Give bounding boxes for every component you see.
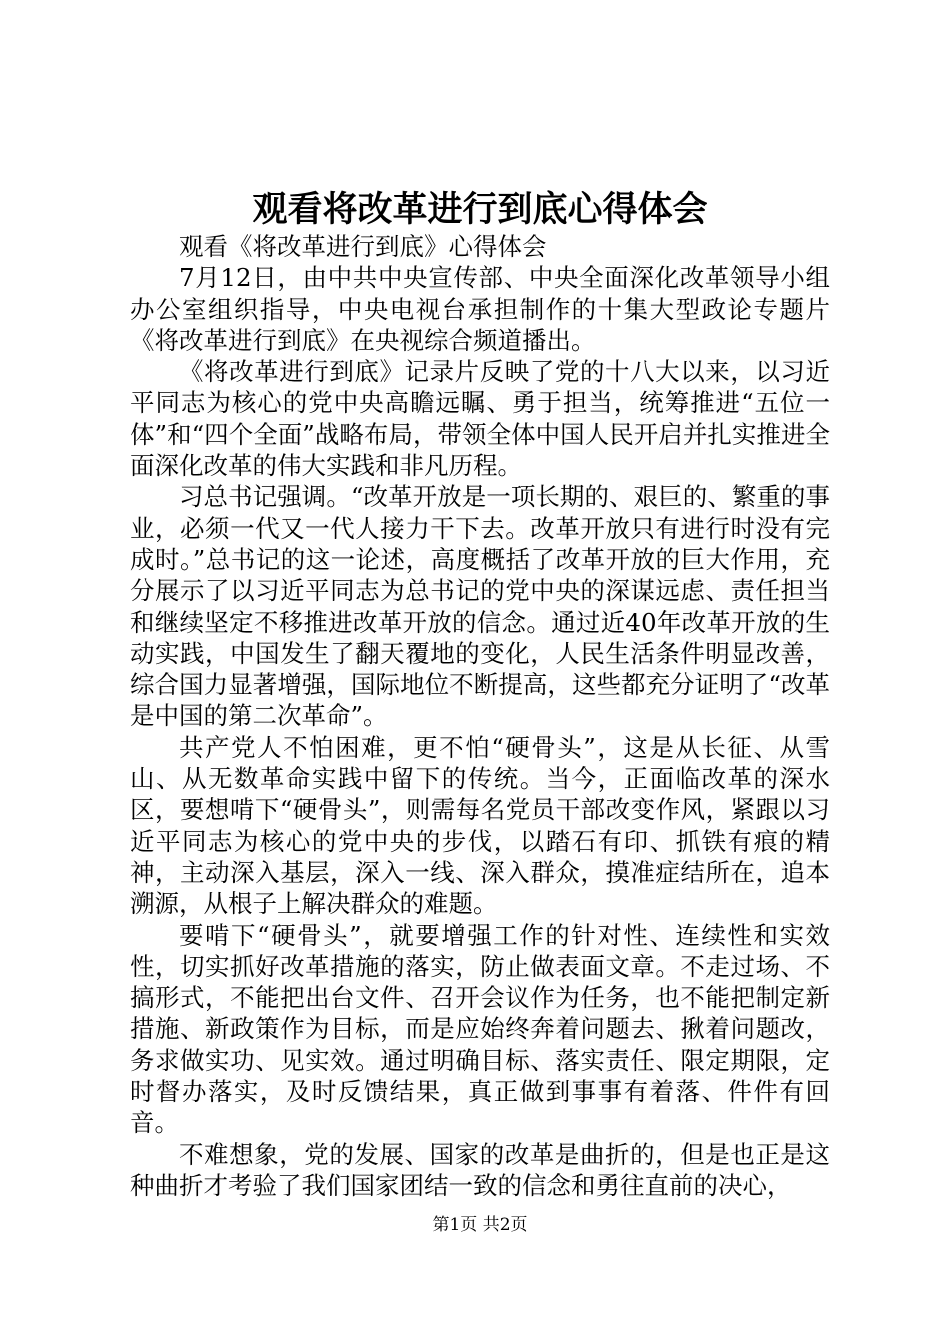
document-title: 观看将改革进行到底心得体会 xyxy=(252,189,708,230)
paragraph-broadcast: 7月12日，由中共中央宣传部、中央全面深化改革领导小组办公室组织指导，中央电视台承担制作的十集大型政论专题片《将改革进行到底》在央视综合频道播出。 xyxy=(130,263,830,355)
paragraph-conclusion: 不难想象，党的发展、国家的改革是曲折的，但是也正是这种曲折才考验了我们国家团结一致的信念和勇往直前的决心， xyxy=(130,1139,830,1200)
paragraph-hard-bones: 共产党人不怕困难，更不怕“硬骨头”，这是从长征、从雪山、从无数革命实践中留下的传统。当今，正面临改革的深水区，要想啃下“硬骨头”，则需每名党员干部改变作风，紧跟以习近平同志为核心的党中央的步伐，以踏石有印、抓铁有痕的精神，主动深入基层，深入一线、深入群众，摸准症结所在，追本溯源，从根子上解决群众的难题。 xyxy=(130,732,830,919)
paragraph-speech: 习总书记强调。“改革开放是一项长期的、艰巨的、繁重的事业，必须一代又一代人接力干下去。改革开放只有进行时没有完成时。”总书记的这一论述，高度概括了改革开放的巨大作用，充分展示了以习近平同志为总书记的党中央的深谋远虑、责任担当和继续坚定不移推进改革开放的信念。通过近40年改革开放的生动实践，中国发生了翻天覆地的变化，人民生活条件明显改善，综合国力显著增强，国际地位不断提高，这些都充分证明了“改革是中国的第二次革命”。 xyxy=(130,482,830,731)
paragraph-subtitle: 观看《将改革进行到底》心得体会 xyxy=(179,232,547,261)
paragraph-documentary: 《将改革进行到底》记录片反映了党的十八大以来，以习近平同志为核心的党中央高瞻远瞩、勇于担当，统筹推进“五位一体”和“四个全面”战略布局，带领全体中国人民开启并扎实推进全面深化改革的伟大实践和非凡历程。 xyxy=(130,357,830,481)
paragraph-implementation: 要啃下“硬骨头”，就要增强工作的针对性、连续性和实效性，切实抓好改革措施的落实，防止做表面文章。不走过场、不搞形式，不能把出台文件、召开会议作为任务，也不能把制定新措施、新政策作为目标，而是应始终奔着问题去、揪着问题改，务求做实功、见实效。通过明确目标、落实责任、限定期限，定时督办落实，及时反馈结果，真正做到事事有着落、件件有回音。 xyxy=(130,920,830,1138)
document-body xyxy=(130,231,830,1201)
document-page xyxy=(130,0,830,1344)
page-number-footer: 第1页 共2页 xyxy=(432,1215,528,1235)
